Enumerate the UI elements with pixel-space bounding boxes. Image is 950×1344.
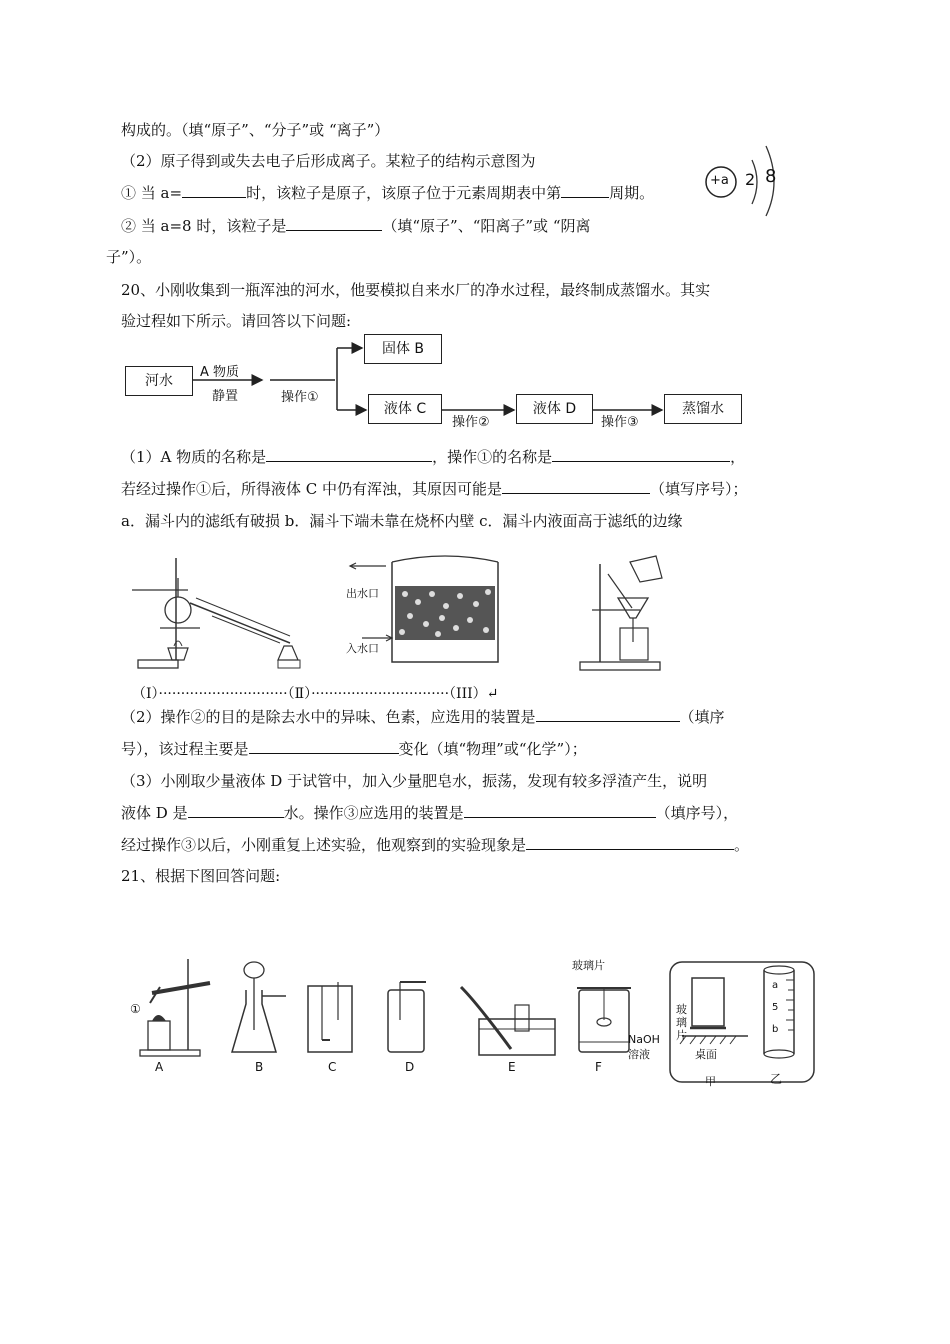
scale-b-label: b: [772, 1024, 779, 1035]
label-f: F: [595, 1060, 602, 1074]
flow-operation-2: 操作②: [452, 415, 490, 430]
water-inlet-label: 入水口: [346, 642, 379, 655]
flow-operation-1: 操作①: [281, 390, 319, 405]
desk-label: 桌面: [695, 1048, 717, 1061]
apparatus-label-row: （Ⅰ）·····························（Ⅱ）·······························（III）↵: [132, 686, 499, 702]
flow-river-water: 河水: [125, 366, 193, 396]
nucleus-charge: +a: [710, 173, 729, 188]
q20-intro-1: 20、小刚收集到一瓶浑浊的河水，他要模拟自来水厂的净水过程，最终制成蒸馏水。其实: [121, 281, 711, 299]
apparatus-c: [300, 980, 360, 1060]
q20-options: a．漏斗内的滤纸有破损 b．漏斗下端未靠在烧杯内壁 c．漏斗内液面高于滤纸的边缘: [121, 512, 683, 530]
glass-jia-2: 璃: [676, 1016, 687, 1029]
answer-blank-water-type[interactable]: [188, 803, 284, 818]
solution-label: 溶液: [628, 1048, 650, 1061]
q20-part1-line2: 若经过操作①后，所得液体 C 中仍有浑浊，其原因可能是 （填写序号）；: [121, 480, 748, 498]
glass-jia-3: 片: [676, 1029, 687, 1042]
answer-blank-device-2[interactable]: [536, 707, 680, 722]
answer-blank-change-type[interactable]: [249, 739, 399, 754]
q19-part2-2-cont: 子”）。: [106, 248, 152, 266]
water-outlet-label: 出水口: [346, 587, 379, 600]
q19-part2-intro: （2）原子得到或失去电子后形成离子。某粒子的结构示意图为: [121, 152, 536, 170]
apparatus-f: [575, 980, 635, 1060]
flow-a-substance: A 物质: [200, 365, 240, 380]
q20-part3-line3: 经过操作③以后，小刚重复上述实验，他观察到的实验现象是 。: [121, 836, 750, 854]
answer-blank-operation-1[interactable]: [552, 447, 730, 462]
apparatus-a-marker: ①: [130, 1002, 141, 1016]
scale-a-label: a: [772, 980, 779, 991]
flow-liquid-c: 液体 C: [368, 394, 442, 424]
q19-part2-1: ① 当 a= 时，该粒子是原子，该原子位于元素周期表中第 周期。: [121, 184, 655, 202]
answer-blank-reason[interactable]: [502, 479, 650, 494]
q20-part1-line1: （1）A 物质的名称是 ，操作①的名称是 ，: [121, 448, 746, 466]
glass-jia-1: 玻: [676, 1003, 687, 1016]
filtration-apparatus: [570, 562, 680, 672]
label-a: A: [155, 1060, 164, 1074]
apparatus-e: [455, 985, 565, 1060]
shell-1-electrons: 2: [745, 170, 756, 189]
answer-blank-device-3[interactable]: [464, 803, 656, 818]
flow-distilled-water: 蒸馏水: [664, 394, 742, 424]
q19-line1: 构成的。（填“原子”、“分子”或 “离子”）: [121, 121, 390, 139]
panel-jia-yi: [668, 960, 818, 1085]
label-d: D: [405, 1060, 415, 1074]
answer-blank-substance-a[interactable]: [266, 447, 432, 462]
shell-2-electrons: 8: [765, 166, 777, 187]
activated-carbon-filter: [350, 550, 550, 670]
yi-label: 乙: [770, 1072, 783, 1086]
label-e: E: [508, 1060, 516, 1074]
q20-part2-line2: 号），该过程主要是 变化（填“物理”或“化学”）；: [121, 740, 587, 758]
q19-part2-2: ② 当 a=8 时，该粒子是 （填“原子”、“阳离子”或 “阴离: [121, 217, 591, 235]
distillation-apparatus: [130, 548, 300, 678]
flow-operation-3: 操作③: [601, 415, 639, 430]
q20-part3-line2: 液体 D 是 水。操作③应选用的装置是 （填序号），: [121, 804, 739, 822]
glass-plate-f-label: 玻璃片: [572, 959, 605, 972]
apparatus-d: [380, 980, 440, 1060]
label-b: B: [255, 1060, 264, 1074]
label-c: C: [328, 1060, 337, 1074]
naoh-label: NaOH: [628, 1033, 660, 1046]
flow-solid-b: 固体 B: [364, 334, 442, 364]
apparatus-b: [230, 960, 290, 1060]
answer-blank-phenomenon[interactable]: [526, 835, 734, 850]
scale-5-label: 5: [772, 1002, 779, 1013]
q20-intro-2: 验过程如下所示。请回答以下问题:: [121, 312, 352, 330]
q20-part2-line1: （2）操作②的目的是除去水中的异味、色素，应选用的装置是 （填序: [121, 708, 725, 726]
flow-liquid-d: 液体 D: [516, 394, 593, 424]
q20-part3-line1: （3）小刚取少量液体 D 于试管中，加入少量肥皂水，振荡，发现有较多浮渣产生，说明: [121, 772, 708, 790]
flow-settle: 静置: [212, 389, 239, 404]
q21-title: 21、根据下图回答问题:: [121, 867, 281, 885]
jia-label: 甲: [705, 1075, 716, 1088]
apparatus-a: [130, 955, 210, 1060]
